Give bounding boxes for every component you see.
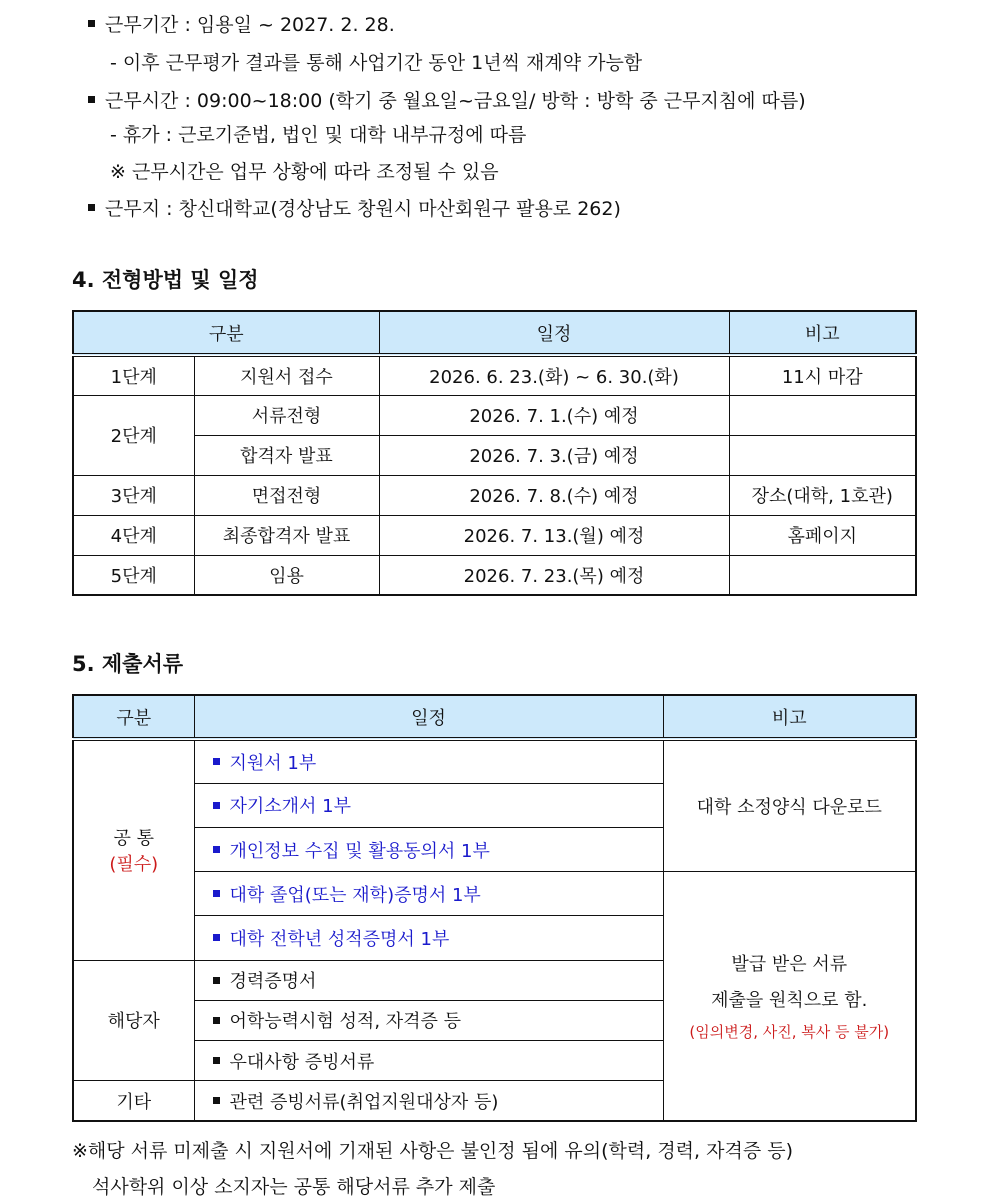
note-cell: [729, 555, 916, 595]
note-cell: 11시 마감: [729, 355, 916, 395]
bullet-icon: [213, 758, 220, 765]
item-cell: 합격자 발표: [194, 435, 379, 475]
condition-hours: 근무시간 : 09:00~18:00 (학기 중 월요일~금요일/ 방학 : 방학 중 근무지침에 따름): [88, 88, 806, 114]
header-category: 구분: [73, 695, 194, 739]
date-cell: 2026. 7. 13.(월) 예정: [379, 515, 729, 555]
group-other-cell: 기타: [73, 1081, 194, 1121]
condition-location: 근무지 : 창신대학교(경상남도 창원시 마산회원구 팔용로 262): [88, 196, 621, 222]
date-cell: 2026. 6. 23.(화) ~ 6. 30.(화): [379, 355, 729, 395]
bullet-icon: [213, 934, 220, 941]
stage-cell: 4단계: [73, 515, 194, 555]
table-row: [73, 355, 916, 395]
document-item: 자기소개서 1부: [194, 783, 663, 827]
documents-table: [72, 694, 917, 1122]
stage-cell: 2단계: [73, 395, 194, 475]
note-issued-line3: (임의변경, 사진, 복사 등 불가): [689, 1023, 890, 1042]
bullet-icon: [213, 1057, 220, 1064]
bullet-icon: [213, 1097, 220, 1104]
footer-note-1: ※해당 서류 미제출 시 지원서에 기재된 사항은 불인정 됨에 유의(학력, 경력, 자격증 등): [72, 1140, 793, 1162]
date-cell: 2026. 7. 1.(수) 예정: [379, 395, 729, 435]
condition-period-note: - 이후 근무평가 결과를 통해 사업기간 동안 1년씩 재계약 가능함: [110, 52, 643, 74]
condition-leave-note: - 휴가 : 근로기준법, 법인 및 대학 내부규정에 따름: [110, 124, 527, 146]
condition-period: 근무기간 : 임용일 ~ 2027. 2. 28.: [88, 12, 395, 38]
header-category: 구분: [73, 311, 379, 355]
table-row: [73, 395, 916, 435]
bullet-icon: [88, 20, 95, 27]
table-row: [73, 872, 916, 916]
document-item: 관련 증빙서류(취업지원대상자 등): [194, 1081, 663, 1121]
document-item: 경력증명서: [194, 960, 663, 1000]
group-common-label: 공 통: [113, 828, 154, 850]
group-common-required: (필수): [109, 854, 159, 876]
note-issued-line1: 발급 받은 서류: [731, 954, 848, 976]
bullet-icon: [213, 846, 220, 853]
bullet-icon: [88, 96, 95, 103]
item-cell: 임용: [194, 555, 379, 595]
table-row: [73, 515, 916, 555]
stage-cell: 3단계: [73, 475, 194, 515]
stage-cell: 1단계: [73, 355, 194, 395]
header-schedule: 일정: [194, 695, 663, 739]
document-item: 우대사항 증빙서류: [194, 1041, 663, 1081]
section5-title: 5. 제출서류: [72, 652, 184, 676]
item-cell: 면접전형: [194, 475, 379, 515]
group-applicable-cell: 해당자: [73, 960, 194, 1081]
note-cell: [729, 435, 916, 475]
note-download: 대학 소정양식 다운로드: [663, 739, 916, 872]
document-item: 대학 전학년 성적증명서 1부: [194, 916, 663, 960]
group-common-cell: [73, 739, 194, 960]
item-cell: 최종합격자 발표: [194, 515, 379, 555]
bullet-icon: [213, 890, 220, 897]
schedule-header-row: [73, 311, 916, 355]
bullet-icon: [213, 977, 220, 984]
header-note: 비고: [729, 311, 916, 355]
header-schedule: 일정: [379, 311, 729, 355]
note-cell: [729, 395, 916, 435]
document-item: 대학 졸업(또는 재학)증명서 1부: [194, 872, 663, 916]
table-row: [73, 435, 916, 475]
note-issued-line2: 제출을 원칙으로 함.: [711, 990, 868, 1012]
note-issued: [663, 872, 916, 1121]
item-cell: 서류전형: [194, 395, 379, 435]
document-item: 개인정보 수집 및 활용동의서 1부: [194, 827, 663, 871]
header-note: 비고: [663, 695, 916, 739]
note-cell: 장소(대학, 1호관): [729, 475, 916, 515]
date-cell: 2026. 7. 3.(금) 예정: [379, 435, 729, 475]
document-item: 어학능력시험 성적, 자격증 등: [194, 1000, 663, 1040]
schedule-table: [72, 310, 917, 596]
documents-header-row: [73, 695, 916, 739]
bullet-icon: [213, 1017, 220, 1024]
bullet-icon: [88, 204, 95, 211]
bullet-icon: [213, 802, 220, 809]
footer-note-2: 석사학위 이상 소지자는 공통 해당서류 추가 제출: [92, 1176, 496, 1198]
date-cell: 2026. 7. 8.(수) 예정: [379, 475, 729, 515]
document-item: 지원서 1부: [194, 739, 663, 783]
date-cell: 2026. 7. 23.(목) 예정: [379, 555, 729, 595]
table-row: [73, 555, 916, 595]
table-row: [73, 475, 916, 515]
item-cell: 지원서 접수: [194, 355, 379, 395]
section4-title: 4. 전형방법 및 일정: [72, 268, 259, 292]
stage-cell: 5단계: [73, 555, 194, 595]
condition-hours-note: ※ 근무시간은 업무 상황에 따라 조정될 수 있음: [110, 161, 499, 183]
table-row: [73, 739, 916, 783]
note-cell: 홈페이지: [729, 515, 916, 555]
